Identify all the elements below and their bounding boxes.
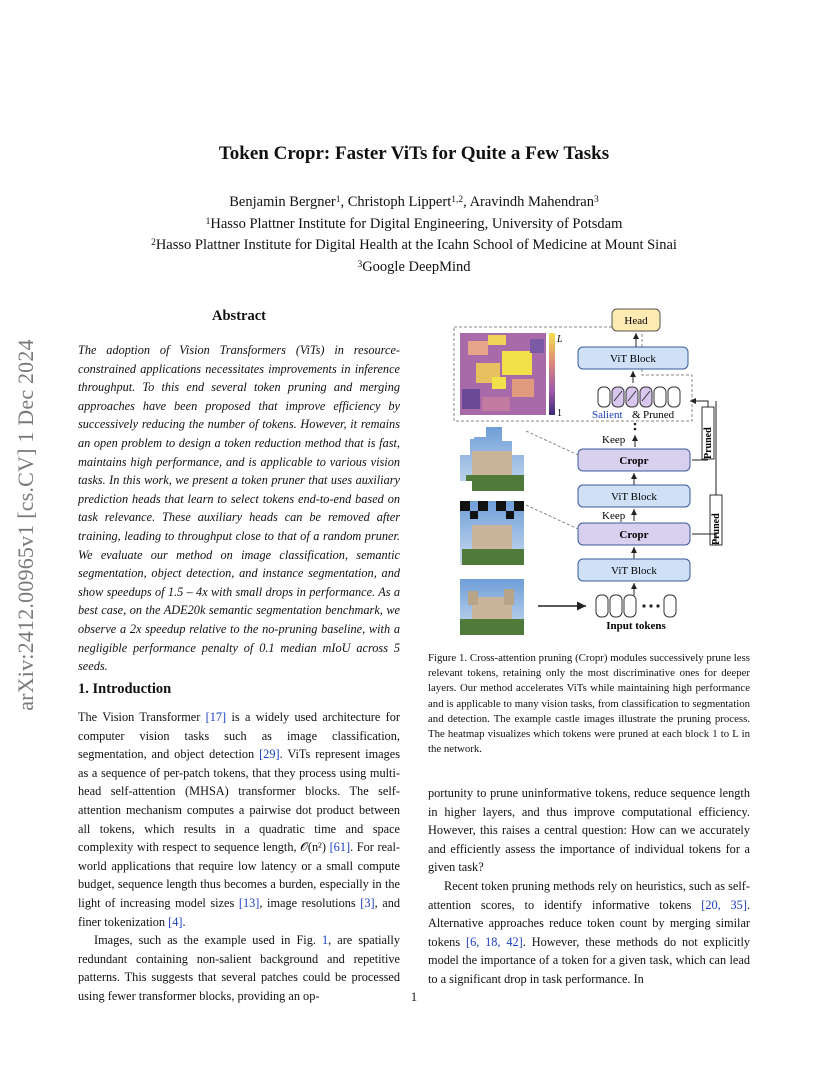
cropr-label: Cropr [619,529,649,541]
right-paragraph-2 [428,877,750,989]
affiliation-text: Hasso Plattner Institute for Digital Health at the Icahn School of Medicine at Mount Sinai [155,237,677,253]
complexity-formula: 𝒪(n²) [300,840,326,855]
caption-text: Cross-attention pruning (Cropr) modules successively prune less relevant tokens, retaining only the most discriminative ones for deeper layers. Our method accelerates ViTs while maintaining high performance and is applicable to many vision tasks, from classification to segmentation and detection. The example castle images illustrate the pruning process. The heatmap visualizes which tokens were pruned at each block 1 to L in the network. [428,652,750,756]
citation-link[interactable]: [4] [168,914,183,929]
vit-block-label: ViT Block [611,491,657,503]
salient-pruned-tokens [598,387,680,407]
right-paragraph-1: portunity to prune uninformative tokens, reduce sequence length in higher layers, and thus improve computational efficiency. However, this raises a central question: How can we accurately and efficiently assess the importance of individual tokens for a given task? [428,786,750,875]
figure-1-caption [428,651,750,757]
castle-image-input [460,579,524,635]
author-sup: 1,2 [451,195,464,205]
affiliation-sup: 1 [205,216,211,227]
citation-link[interactable]: [61] [329,840,351,855]
affiliation-text: Hasso Plattner Institute for Digital Engineering, University of Potsdam [210,215,623,232]
pruned-label: Pruned [643,409,675,421]
arxiv-side-label: arXiv:2412.00965v1 [cs.CV] 1 Dec 2024 [13,339,38,711]
affiliation-sup: 2 [151,238,156,248]
pruned-vertical-label: Pruned [703,427,714,459]
colorbar-top-label: L [557,334,563,345]
citation-link[interactable]: [20, 35] [701,897,747,912]
affiliation [0,235,828,257]
text-run: is a widely used architecture for computer vision tasks such as image classification, segmentation, and object detection [78,710,400,762]
text-run: . However, these methods do not explicitly model the importance of a token for a given task, which can lead to a significant drop in task performance. In [428,934,751,986]
heatmap [460,333,546,415]
text-run: , are spatially redundant containing non-salient background and repetitive patterns. This suggests that several patches could be processed using fewer transformer blocks, providing an op- [78,933,400,1003]
vit-block-label: ViT Block [610,353,656,365]
salient-label: Salient [592,409,623,421]
paper-title: Token Cropr: Faster ViTs for Quite a Few Tasks [218,143,610,164]
citation-link[interactable]: [29] [259,747,280,762]
text-run: , image resolutions [259,895,361,910]
head-label: Head [624,315,648,327]
intro-heading: 1. Introduction [78,681,172,697]
keep-label: Keep [602,434,626,446]
text-run: Recent token pruning methods rely on heuristics, such as self-attention scores, to identify informative tokens [428,878,750,912]
text-run: The Vision Transformer [78,710,206,724]
figure-link[interactable]: 1 [321,933,329,948]
abstract-heading: Abstract [212,308,266,324]
heatmap-colorbar [549,333,555,415]
text-run: Images, such as the example used in Fig. [94,933,322,948]
keep-label: Keep [602,510,626,522]
intro-paragraph-1 [78,708,400,931]
author-sup: 1 [335,195,341,205]
input-tokens-label: Input tokens [606,620,666,632]
citation-link[interactable]: [6, 18, 42] [465,934,523,949]
affiliation-sup: 3 [357,259,363,270]
text-run: , and finer tokenization [78,895,400,929]
castle-image-pruned-2 [460,427,524,491]
figure-1-diagram [452,305,752,635]
affiliation-text: Google DeepMind [362,258,471,275]
author-sup: 3 [593,195,599,205]
colorbar-bottom-label: 1 [557,408,562,419]
citation-link[interactable]: [3] [360,895,375,910]
author-name: Aravindh Mahendran [469,194,594,210]
cropr-label: Cropr [619,455,649,467]
citation-link[interactable]: [13] [238,895,260,910]
author-block [0,192,828,278]
vit-block-label: ViT Block [611,565,657,577]
text-run: . Alternative approaches reduce token count by merging similar tokens [428,897,751,949]
author-name: Benjamin Bergner [229,194,336,210]
author-name: Christoph Lippert [347,194,452,210]
author-names: Benjamin Bergner$^1$, Christoph Lippert$^{1,2}$, Aravindh Mahendran$^3$ [229,194,599,210]
text-run: . [182,914,186,929]
text-run: . ViTs represent images as a sequence of per-patch tokens, that they process using multi-head self-attention (MHSA) transformer blocks. The self-attention mechanism computes a pairwise dot product between all tokens, which results in a quadratic time and space complexity with respect to sequence length, [78,747,400,855]
text-run: . For real-world applications that require low latency or a small compute budget, sequence length thus becomes a burden, especially in the light of increasing model sizes [78,840,400,910]
castle-image-pruned-1 [460,501,524,565]
intro-body [78,708,400,1006]
citation-link[interactable]: [17] [205,710,227,724]
right-column-body [428,784,750,989]
affiliation [0,257,828,279]
page-number: 1 [410,990,418,1004]
pruned-vertical-label: Pruned [711,513,722,545]
input-token-sequence [596,595,676,617]
ampersand-label: & [632,409,641,421]
caption-label: Figure 1. [428,652,468,664]
abstract-text: The adoption of Vision Transformers (ViTs) in resource-constrained applications necessitates improvements in inference throughput. To this end several token pruning and merging approaches have been proposed that improve efficiency by successively reducing the number of tokens. However, it remains an open problem to design a token reduction method that is fast, maintains high performance, and is applicable to various vision tasks. In this work, we present a token pruner that uses auxiliary prediction heads that learn to select tokens end-to-end based on task relevance. These auxiliary heads can be removed after training, leading to throughput close to that of a random pruner. We evaluate our method on image classification, semantic segmentation, object detection, and instance segmentation, and show speedups of 1.5 – 4x with small drops in performance. As a best case, on the ADE20k semantic segmentation benchmark, we observe a 2x speedup relative to the no-pruning baseline, with a negligible performance penalty of 0.1 median mIoU across 5 seeds. [78,343,400,674]
affiliation [0,214,828,236]
